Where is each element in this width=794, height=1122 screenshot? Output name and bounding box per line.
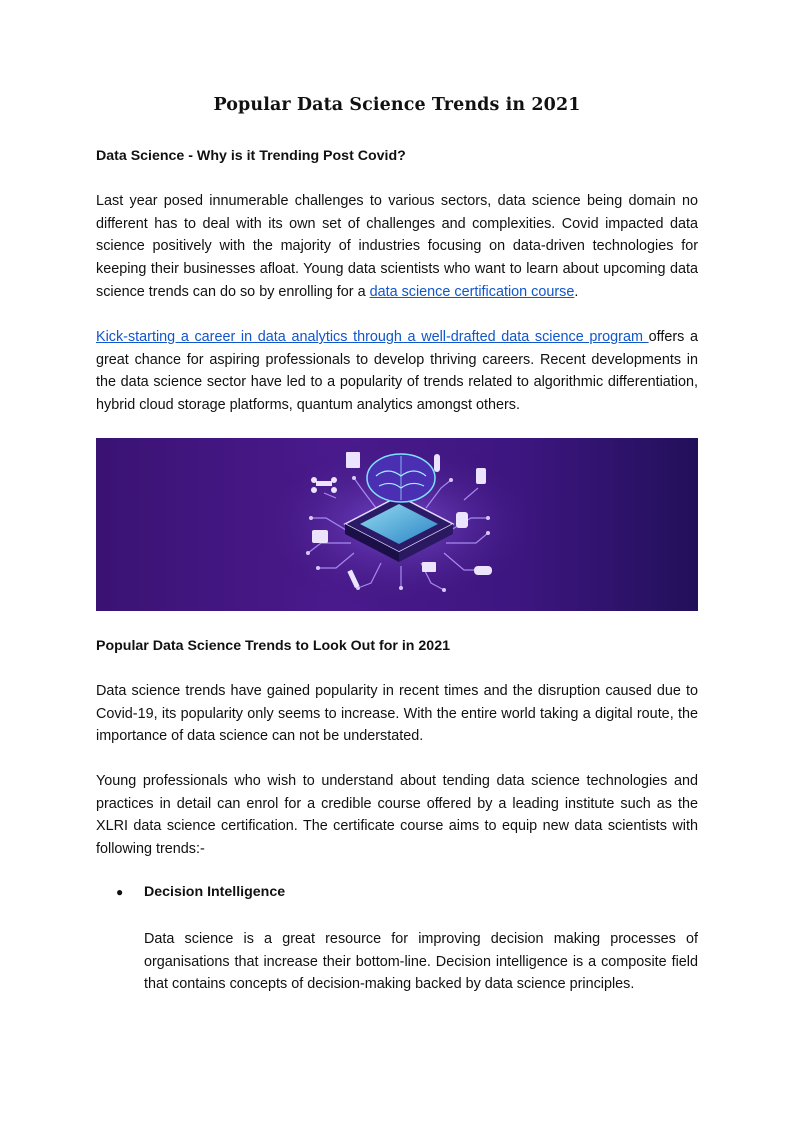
paragraph-young-professionals: Young professionals who wish to understand about tending data science technologies and practices in detail can enrol for a credible course offered by a leading institute such as the XLRI data science certification. The certificate course aims to equip new data scientists with following trends:-	[96, 773, 698, 858]
paragraph-intro	[96, 190, 698, 304]
paragraph-decision-intelligence: Data science is a great resource for improving decision making processes of organisations that increase their bottom-line. Decision intelligence is a composite field that contains concepts of decision-making backed by data science principles.	[144, 931, 698, 993]
section-heading-trends: Popular Data Science Trends to Look Out for in 2021	[96, 638, 450, 654]
bullet-decision-intelligence	[116, 884, 285, 900]
certification-course-link[interactable]: data science certification course	[369, 283, 575, 300]
tablet-icon	[476, 468, 486, 484]
page-title: Popular Data Science Trends in 2021	[213, 95, 581, 115]
ai-chip-illustration	[96, 438, 698, 611]
paragraph-intro-end: .	[574, 283, 579, 300]
bullet-marker: ●	[116, 885, 124, 899]
hero-illustration	[96, 438, 698, 611]
laptop-icon	[422, 562, 436, 572]
building-icon	[346, 452, 360, 468]
phone-icon	[434, 454, 440, 472]
paragraph-career-text: offers a great chance for aspiring professionals to develop thriving careers. Recent developments in the data science sector have led to a popularity of trends related to algorithmic differentiation, hybrid cloud storage platforms, quantum analytics amongst others.	[96, 329, 698, 414]
paragraph-career	[96, 326, 698, 417]
bullet-label: Decision Intelligence	[144, 884, 286, 900]
brain-icon	[367, 454, 435, 502]
monitor-icon	[312, 530, 328, 543]
database-icon	[456, 512, 468, 528]
section-heading-trending: Data Science - Why is it Trending Post Covid?	[96, 148, 406, 164]
paragraph-intro-text: Last year posed innumerable challenges to various sectors, data science being domain no different has to deal with its own set of challenges and complexities. Covid impacted data science positively with the majority of industries focusing on data-driven technologies for keeping their businesses afloat. Young data scientists who want to learn about upcoming data science trends can do so by enrolling for a	[96, 193, 698, 300]
car-icon	[474, 566, 492, 575]
data-science-program-link[interactable]: Kick-starting a career in data analytics through a well-drafted data science program	[96, 329, 649, 345]
paragraph-trends-popularity: Data science trends have gained popularity in recent times and the disruption caused due to Covid-19, its popularity only seems to increase. With the entire world taking a digital route, the importance of data science can not be understated.	[96, 683, 698, 745]
